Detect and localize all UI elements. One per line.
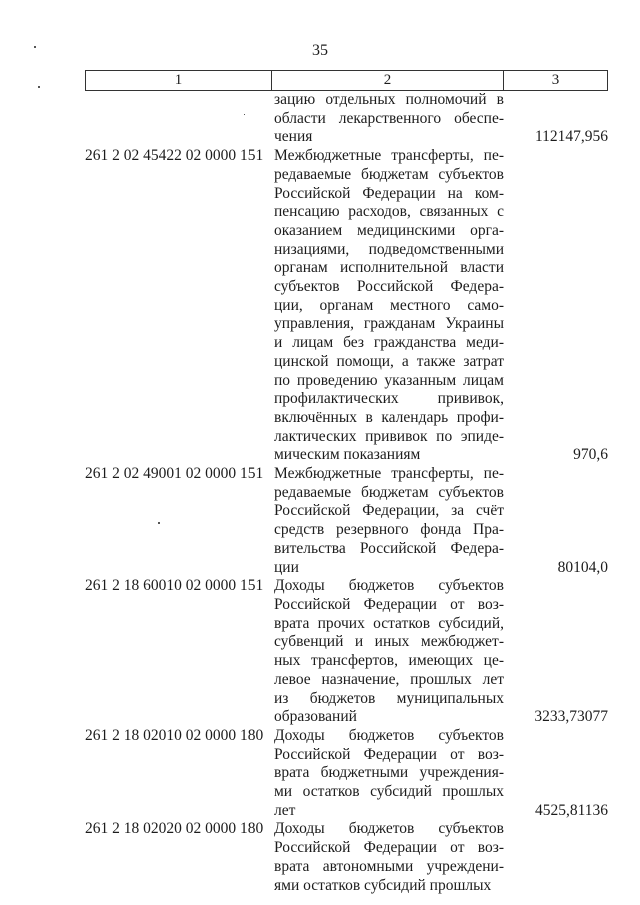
amount-value: 3233,73077 [534,708,608,726]
scan-speck [158,522,160,524]
table-header [85,70,608,91]
budget-classification-code: 261 2 02 45422 02 0000 151 [85,147,264,165]
description-line: из бюджетов муниципальных [274,689,504,707]
column-header-3: 3 [551,72,560,88]
description-line: субъектов Российской Федера- [274,278,504,296]
amount-value: 80104,0 [557,558,608,576]
page-number: 35 [312,42,328,59]
description-line: чения [274,128,313,146]
budget-classification-code: 261 2 02 49001 02 0000 151 [85,465,264,483]
income-description [274,147,504,465]
income-description [274,820,504,895]
description-line: Российской Федерации, за счёт [274,502,504,520]
column-header-1: 1 [86,71,272,90]
description-line: Межбюджетные трансферты, пе- [274,147,504,165]
description-line: Доходы бюджетов субъектов [274,820,504,838]
description-line: субвенций и иных межбюджет- [274,633,504,651]
description-line: включённых в календарь профи- [274,408,504,426]
income-description [274,465,504,577]
description-line: зацию отдельных полномочий в [274,91,504,108]
income-description [274,91,504,147]
amount-value [504,820,608,895]
description-line: области лекарственного обеспе- [274,109,504,127]
table-row [85,577,608,727]
description-line: органам исполнительной власти [274,259,504,277]
description-line: ных трансфертов, имеющих це- [274,652,504,670]
column-header-2: 2 [272,71,504,90]
description-line: ции, органам местного само- [274,296,504,314]
description-line: редаваемые бюджетам субъектов [274,483,504,501]
table-row [85,147,608,465]
description-line: Российской Федерации от воз- [274,745,504,763]
description-line: мическим показаниям [274,446,421,464]
description-line: средств резервного фонда Пра- [274,521,504,539]
budget-classification-code: 261 2 18 02020 02 0000 180 [85,820,264,838]
budget-classification-code: 261 2 18 60010 02 0000 151 [85,577,264,595]
table-row [85,465,608,577]
description-line: управления, гражданам Украины [274,315,504,333]
description-line: лактических прививок по эпиде- [274,427,504,445]
budget-classification-code: 261 2 18 02010 02 0000 180 [85,726,264,744]
scan-speck [38,86,40,88]
description-line: Российской Федерации от воз- [274,595,504,613]
description-line: по проведению указанным лицам [274,371,504,389]
description-line: низациями, подведомственными [274,240,504,258]
description-line: Доходы бюджетов субъектов [274,577,504,595]
description-line: Российской Федерации на ком- [274,184,504,202]
amount-value: 970,6 [573,446,608,464]
table-row [85,91,608,147]
description-line: лет [274,801,296,819]
budget-classification-code [85,91,274,147]
income-description [274,727,504,821]
description-line: врата бюджетными учреждения- [274,764,504,782]
description-line: врата прочих остатков субсидий, [274,614,504,632]
description-line: ми остатков субсидий прошлых [274,783,504,801]
scan-speck [244,114,245,115]
description-line: образований [274,708,357,726]
amount-value: 4525,81136 [534,801,608,819]
description-line: и лицам без гражданства меди- [274,334,504,352]
table-body [85,91,608,895]
table-row [85,820,608,895]
description-line: Российской Федерации от воз- [274,839,504,857]
table-row [85,727,608,821]
description-line: цинской помощи, а также затрат [274,352,504,370]
description-line: редаваемые бюджетам субъектов [274,165,504,183]
income-description [274,577,504,727]
scan-speck [34,46,36,48]
amount-value: 112147,956 [534,128,608,146]
description-line: Межбюджетные трансферты, пе- [274,465,504,483]
description-line: Доходы бюджетов субъектов [274,726,504,744]
description-line: профилактических прививок, [274,390,504,408]
description-line: левое назначение, прошлых лет [274,670,504,688]
description-line: ции [274,558,299,576]
description-line: оказанием медицинскими орга- [274,221,504,239]
description-line: пенсацию расходов, связанных с [274,203,504,221]
description-line: вительства Российской Федера- [274,539,504,557]
description-line: ями остатков субсидий прошлых [274,876,492,894]
description-line: врата автономными учреждени- [274,857,504,875]
